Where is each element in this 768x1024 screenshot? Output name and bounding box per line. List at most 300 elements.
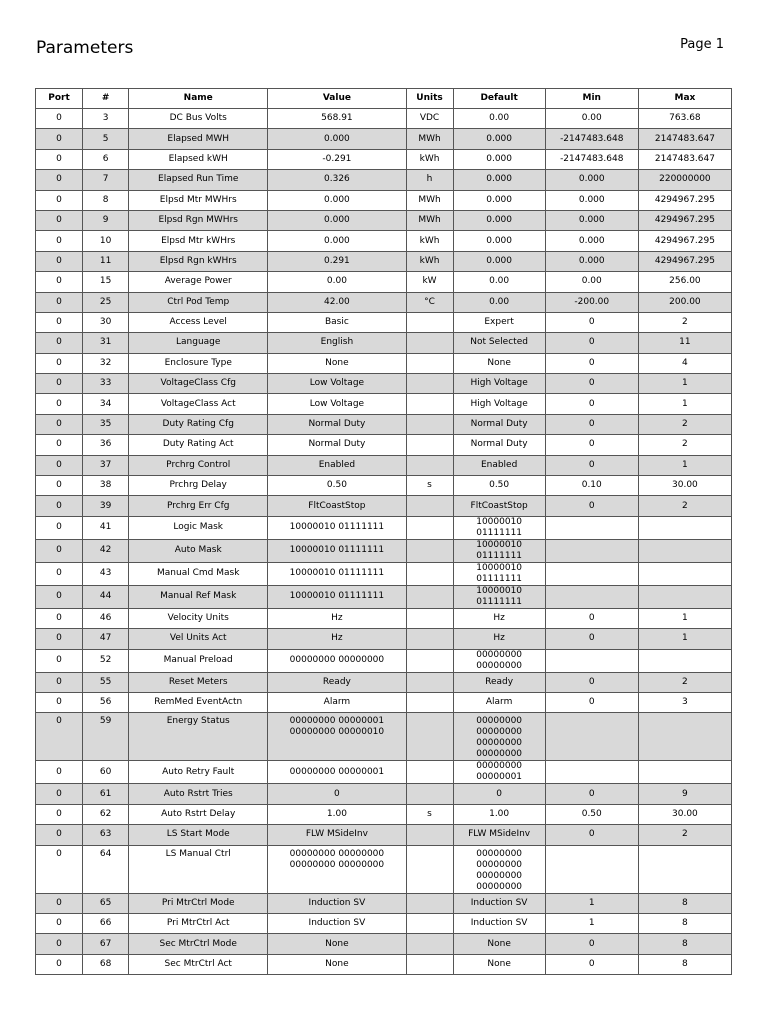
- units-cell: [406, 414, 453, 434]
- min-cell: 0: [545, 934, 638, 954]
- number-cell: 38: [83, 476, 129, 496]
- number-cell: 61: [83, 784, 129, 804]
- value-cell: -0.291: [268, 149, 406, 169]
- value-cell: None: [268, 934, 406, 954]
- max-cell: [638, 562, 731, 585]
- min-cell: 1: [545, 913, 638, 933]
- min-cell: 0: [545, 312, 638, 332]
- column-header-value: Value: [268, 89, 406, 109]
- port-cell: 0: [36, 374, 83, 394]
- min-cell: -2147483.648: [545, 129, 638, 149]
- min-cell: 0: [545, 629, 638, 649]
- units-cell: [406, 784, 453, 804]
- min-cell: 0.000: [545, 251, 638, 271]
- min-cell: 0: [545, 692, 638, 712]
- port-cell: 0: [36, 825, 83, 845]
- default-cell: FltCoastStop: [453, 496, 545, 516]
- port-cell: 0: [36, 893, 83, 913]
- name-cell: Manual Cmd Mask: [129, 562, 268, 585]
- name-cell: Elapsed Run Time: [129, 170, 268, 190]
- number-cell: 33: [83, 374, 129, 394]
- number-cell: 6: [83, 149, 129, 169]
- default-cell: None: [453, 954, 545, 974]
- name-cell: Vel Units Act: [129, 629, 268, 649]
- value-cell: Normal Duty: [268, 414, 406, 434]
- value-cell: 0.326: [268, 170, 406, 190]
- port-cell: 0: [36, 435, 83, 455]
- name-cell: Duty Rating Cfg: [129, 414, 268, 434]
- value-cell: 10000010 01111111: [268, 516, 406, 539]
- min-cell: 0: [545, 374, 638, 394]
- port-cell: 0: [36, 954, 83, 974]
- min-cell: 0.000: [545, 231, 638, 251]
- units-cell: [406, 934, 453, 954]
- value-cell: Normal Duty: [268, 435, 406, 455]
- number-cell: 59: [83, 713, 129, 761]
- default-cell: 00000000 00000000 00000000 00000000: [453, 845, 545, 893]
- units-cell: [406, 539, 453, 562]
- units-cell: [406, 893, 453, 913]
- name-cell: Auto Rstrt Delay: [129, 804, 268, 824]
- number-cell: 43: [83, 562, 129, 585]
- units-cell: h: [406, 170, 453, 190]
- value-cell: 0.000: [268, 190, 406, 210]
- units-cell: [406, 312, 453, 332]
- min-cell: 0: [545, 608, 638, 628]
- max-cell: [638, 713, 731, 761]
- units-cell: [406, 629, 453, 649]
- default-cell: Induction SV: [453, 913, 545, 933]
- table-row: [36, 149, 732, 169]
- max-cell: 220000000: [638, 170, 731, 190]
- table-row: [36, 394, 732, 414]
- table-row: [36, 496, 732, 516]
- number-cell: 44: [83, 585, 129, 608]
- port-cell: 0: [36, 672, 83, 692]
- table-row: [36, 190, 732, 210]
- value-cell: 0.00: [268, 272, 406, 292]
- port-cell: 0: [36, 109, 83, 129]
- units-cell: [406, 333, 453, 353]
- default-cell: 0.000: [453, 129, 545, 149]
- value-cell: Induction SV: [268, 913, 406, 933]
- value-cell: Hz: [268, 608, 406, 628]
- number-cell: 3: [83, 109, 129, 129]
- default-cell: 10000010 01111111: [453, 516, 545, 539]
- units-cell: kWh: [406, 251, 453, 271]
- max-cell: 3: [638, 692, 731, 712]
- units-cell: [406, 353, 453, 373]
- table-row: [36, 312, 732, 332]
- max-cell: 8: [638, 913, 731, 933]
- port-cell: 0: [36, 476, 83, 496]
- value-cell: Induction SV: [268, 893, 406, 913]
- table-row: [36, 251, 732, 271]
- default-cell: 0.000: [453, 251, 545, 271]
- name-cell: Duty Rating Act: [129, 435, 268, 455]
- min-cell: 0: [545, 455, 638, 475]
- name-cell: LS Start Mode: [129, 825, 268, 845]
- value-cell: Basic: [268, 312, 406, 332]
- port-cell: 0: [36, 272, 83, 292]
- number-cell: 60: [83, 761, 129, 784]
- table-row: [36, 893, 732, 913]
- units-cell: [406, 913, 453, 933]
- min-cell: 0.00: [545, 272, 638, 292]
- value-cell: 568.91: [268, 109, 406, 129]
- port-cell: 0: [36, 312, 83, 332]
- min-cell: [545, 845, 638, 893]
- port-cell: 0: [36, 761, 83, 784]
- default-cell: Normal Duty: [453, 414, 545, 434]
- min-cell: 0: [545, 394, 638, 414]
- port-cell: 0: [36, 516, 83, 539]
- name-cell: Reset Meters: [129, 672, 268, 692]
- max-cell: 2: [638, 414, 731, 434]
- default-cell: High Voltage: [453, 394, 545, 414]
- name-cell: Enclosure Type: [129, 353, 268, 373]
- table-row: [36, 231, 732, 251]
- table-row: [36, 353, 732, 373]
- value-cell: Enabled: [268, 455, 406, 475]
- number-cell: 46: [83, 608, 129, 628]
- number-cell: 25: [83, 292, 129, 312]
- units-cell: s: [406, 476, 453, 496]
- units-cell: [406, 649, 453, 672]
- number-cell: 56: [83, 692, 129, 712]
- default-cell: 0: [453, 784, 545, 804]
- port-cell: 0: [36, 804, 83, 824]
- max-cell: 1: [638, 629, 731, 649]
- port-cell: 0: [36, 129, 83, 149]
- port-cell: 0: [36, 455, 83, 475]
- default-cell: FLW MSideInv: [453, 825, 545, 845]
- default-cell: 00000000 00000001: [453, 761, 545, 784]
- value-cell: Low Voltage: [268, 394, 406, 414]
- port-cell: 0: [36, 190, 83, 210]
- page-title: Parameters: [36, 38, 134, 58]
- units-cell: [406, 455, 453, 475]
- port-cell: 0: [36, 692, 83, 712]
- table-row: [36, 608, 732, 628]
- value-cell: 00000000 00000001: [268, 761, 406, 784]
- table-row: [36, 713, 732, 761]
- units-cell: s: [406, 804, 453, 824]
- units-cell: [406, 713, 453, 761]
- number-cell: 35: [83, 414, 129, 434]
- name-cell: Prchrg Control: [129, 455, 268, 475]
- max-cell: [638, 845, 731, 893]
- default-cell: 00000000 00000000 00000000 00000000: [453, 713, 545, 761]
- default-cell: 0.000: [453, 190, 545, 210]
- units-cell: [406, 435, 453, 455]
- port-cell: 0: [36, 539, 83, 562]
- max-cell: 4294967.295: [638, 190, 731, 210]
- default-cell: Not Selected: [453, 333, 545, 353]
- max-cell: [638, 649, 731, 672]
- value-cell: 00000000 00000000 00000000 00000000: [268, 845, 406, 893]
- port-cell: 0: [36, 414, 83, 434]
- min-cell: [545, 516, 638, 539]
- port-cell: 0: [36, 629, 83, 649]
- name-cell: RemMed EventActn: [129, 692, 268, 712]
- min-cell: 0: [545, 333, 638, 353]
- port-cell: 0: [36, 713, 83, 761]
- number-cell: 36: [83, 435, 129, 455]
- default-cell: None: [453, 934, 545, 954]
- table-row: [36, 516, 732, 539]
- units-cell: [406, 496, 453, 516]
- table-row: [36, 272, 732, 292]
- default-cell: 0.00: [453, 272, 545, 292]
- number-cell: 66: [83, 913, 129, 933]
- default-cell: High Voltage: [453, 374, 545, 394]
- max-cell: 2147483.647: [638, 149, 731, 169]
- table-row: [36, 374, 732, 394]
- table-row: [36, 804, 732, 824]
- name-cell: Energy Status: [129, 713, 268, 761]
- number-cell: 8: [83, 190, 129, 210]
- table-row: [36, 539, 732, 562]
- units-cell: kWh: [406, 149, 453, 169]
- number-cell: 52: [83, 649, 129, 672]
- min-cell: 0: [545, 435, 638, 455]
- name-cell: Logic Mask: [129, 516, 268, 539]
- number-cell: 41: [83, 516, 129, 539]
- value-cell: 0.50: [268, 476, 406, 496]
- min-cell: [545, 585, 638, 608]
- name-cell: Elpsd Mtr MWHrs: [129, 190, 268, 210]
- number-cell: 47: [83, 629, 129, 649]
- default-cell: 0.000: [453, 170, 545, 190]
- port-cell: 0: [36, 784, 83, 804]
- number-cell: 65: [83, 893, 129, 913]
- table-row: [36, 913, 732, 933]
- value-cell: 00000000 00000000: [268, 649, 406, 672]
- max-cell: 1: [638, 374, 731, 394]
- table-row: [36, 649, 732, 672]
- max-cell: 4294967.295: [638, 231, 731, 251]
- number-cell: 32: [83, 353, 129, 373]
- port-cell: 0: [36, 333, 83, 353]
- units-cell: kW: [406, 272, 453, 292]
- default-cell: 1.00: [453, 804, 545, 824]
- table-row: [36, 333, 732, 353]
- max-cell: 11: [638, 333, 731, 353]
- table-row: [36, 629, 732, 649]
- name-cell: Ctrl Pod Temp: [129, 292, 268, 312]
- default-cell: 00000000 00000000: [453, 649, 545, 672]
- port-cell: 0: [36, 562, 83, 585]
- default-cell: Hz: [453, 629, 545, 649]
- name-cell: Prchrg Delay: [129, 476, 268, 496]
- default-cell: Expert: [453, 312, 545, 332]
- table-row: [36, 476, 732, 496]
- value-cell: Hz: [268, 629, 406, 649]
- default-cell: 0.00: [453, 292, 545, 312]
- units-cell: [406, 516, 453, 539]
- units-cell: [406, 761, 453, 784]
- table-header-row: [36, 89, 732, 109]
- column-header-units: Units: [406, 89, 453, 109]
- max-cell: [638, 585, 731, 608]
- column-header-max: Max: [638, 89, 731, 109]
- value-cell: 10000010 01111111: [268, 585, 406, 608]
- name-cell: DC Bus Volts: [129, 109, 268, 129]
- units-cell: [406, 845, 453, 893]
- max-cell: 200.00: [638, 292, 731, 312]
- units-cell: [406, 562, 453, 585]
- default-cell: Hz: [453, 608, 545, 628]
- number-cell: 62: [83, 804, 129, 824]
- table-row: [36, 585, 732, 608]
- table-row: [36, 934, 732, 954]
- name-cell: Auto Rstrt Tries: [129, 784, 268, 804]
- name-cell: Elpsd Mtr kWHrs: [129, 231, 268, 251]
- max-cell: 1: [638, 608, 731, 628]
- number-cell: 30: [83, 312, 129, 332]
- value-cell: 10000010 01111111: [268, 562, 406, 585]
- value-cell: 10000010 01111111: [268, 539, 406, 562]
- table-row: [36, 210, 732, 230]
- column-header-port: Port: [36, 89, 83, 109]
- value-cell: 0.000: [268, 231, 406, 251]
- number-cell: 31: [83, 333, 129, 353]
- default-cell: 0.50: [453, 476, 545, 496]
- default-cell: 0.000: [453, 210, 545, 230]
- number-cell: 37: [83, 455, 129, 475]
- number-cell: 68: [83, 954, 129, 974]
- value-cell: None: [268, 954, 406, 974]
- default-cell: 0.000: [453, 231, 545, 251]
- page-number: Page 1: [680, 37, 724, 52]
- port-cell: 0: [36, 231, 83, 251]
- value-cell: 0.000: [268, 129, 406, 149]
- default-cell: 10000010 01111111: [453, 585, 545, 608]
- name-cell: Manual Ref Mask: [129, 585, 268, 608]
- max-cell: 256.00: [638, 272, 731, 292]
- value-cell: Ready: [268, 672, 406, 692]
- min-cell: 0.000: [545, 210, 638, 230]
- max-cell: 2147483.647: [638, 129, 731, 149]
- table-row: [36, 455, 732, 475]
- name-cell: Manual Preload: [129, 649, 268, 672]
- default-cell: Normal Duty: [453, 435, 545, 455]
- min-cell: 0: [545, 353, 638, 373]
- units-cell: [406, 672, 453, 692]
- units-cell: [406, 954, 453, 974]
- table-row: [36, 692, 732, 712]
- min-cell: 0.000: [545, 170, 638, 190]
- max-cell: 2: [638, 672, 731, 692]
- units-cell: MWh: [406, 210, 453, 230]
- max-cell: 4294967.295: [638, 210, 731, 230]
- table-row: [36, 845, 732, 893]
- port-cell: 0: [36, 149, 83, 169]
- default-cell: 10000010 01111111: [453, 562, 545, 585]
- column-header-min: Min: [545, 89, 638, 109]
- number-cell: 55: [83, 672, 129, 692]
- port-cell: 0: [36, 934, 83, 954]
- min-cell: 0: [545, 825, 638, 845]
- column-header-default: Default: [453, 89, 545, 109]
- table-row: [36, 129, 732, 149]
- table-row: [36, 672, 732, 692]
- value-cell: 0: [268, 784, 406, 804]
- max-cell: 763.68: [638, 109, 731, 129]
- max-cell: 4: [638, 353, 731, 373]
- units-cell: [406, 825, 453, 845]
- name-cell: Auto Retry Fault: [129, 761, 268, 784]
- table-body: [36, 109, 732, 975]
- max-cell: [638, 539, 731, 562]
- name-cell: Language: [129, 333, 268, 353]
- max-cell: 30.00: [638, 804, 731, 824]
- max-cell: 30.00: [638, 476, 731, 496]
- name-cell: Velocity Units: [129, 608, 268, 628]
- min-cell: 0: [545, 954, 638, 974]
- number-cell: 7: [83, 170, 129, 190]
- number-cell: 15: [83, 272, 129, 292]
- max-cell: 2: [638, 312, 731, 332]
- max-cell: 1: [638, 394, 731, 414]
- table-row: [36, 562, 732, 585]
- units-cell: kWh: [406, 231, 453, 251]
- table-row: [36, 109, 732, 129]
- min-cell: [545, 562, 638, 585]
- table-row: [36, 435, 732, 455]
- name-cell: Auto Mask: [129, 539, 268, 562]
- name-cell: VoltageClass Cfg: [129, 374, 268, 394]
- port-cell: 0: [36, 353, 83, 373]
- units-cell: MWh: [406, 190, 453, 210]
- value-cell: 00000000 00000001 00000000 00000010: [268, 713, 406, 761]
- units-cell: [406, 585, 453, 608]
- port-cell: 0: [36, 394, 83, 414]
- min-cell: 0: [545, 496, 638, 516]
- value-cell: 42.00: [268, 292, 406, 312]
- number-cell: 64: [83, 845, 129, 893]
- name-cell: Pri MtrCtrl Mode: [129, 893, 268, 913]
- value-cell: 1.00: [268, 804, 406, 824]
- name-cell: Elpsd Rgn kWHrs: [129, 251, 268, 271]
- min-cell: 0.10: [545, 476, 638, 496]
- number-cell: 63: [83, 825, 129, 845]
- max-cell: 1: [638, 455, 731, 475]
- port-cell: 0: [36, 845, 83, 893]
- value-cell: Low Voltage: [268, 374, 406, 394]
- port-cell: 0: [36, 608, 83, 628]
- value-cell: 0.000: [268, 210, 406, 230]
- name-cell: Sec MtrCtrl Act: [129, 954, 268, 974]
- min-cell: 0: [545, 784, 638, 804]
- max-cell: 8: [638, 893, 731, 913]
- units-cell: [406, 374, 453, 394]
- default-cell: Ready: [453, 672, 545, 692]
- table-row: [36, 292, 732, 312]
- port-cell: 0: [36, 292, 83, 312]
- value-cell: 0.291: [268, 251, 406, 271]
- name-cell: Access Level: [129, 312, 268, 332]
- min-cell: 0.00: [545, 109, 638, 129]
- units-cell: MWh: [406, 129, 453, 149]
- value-cell: FLW MSideInv: [268, 825, 406, 845]
- number-cell: 9: [83, 210, 129, 230]
- units-cell: VDC: [406, 109, 453, 129]
- min-cell: [545, 539, 638, 562]
- number-cell: 5: [83, 129, 129, 149]
- min-cell: -2147483.648: [545, 149, 638, 169]
